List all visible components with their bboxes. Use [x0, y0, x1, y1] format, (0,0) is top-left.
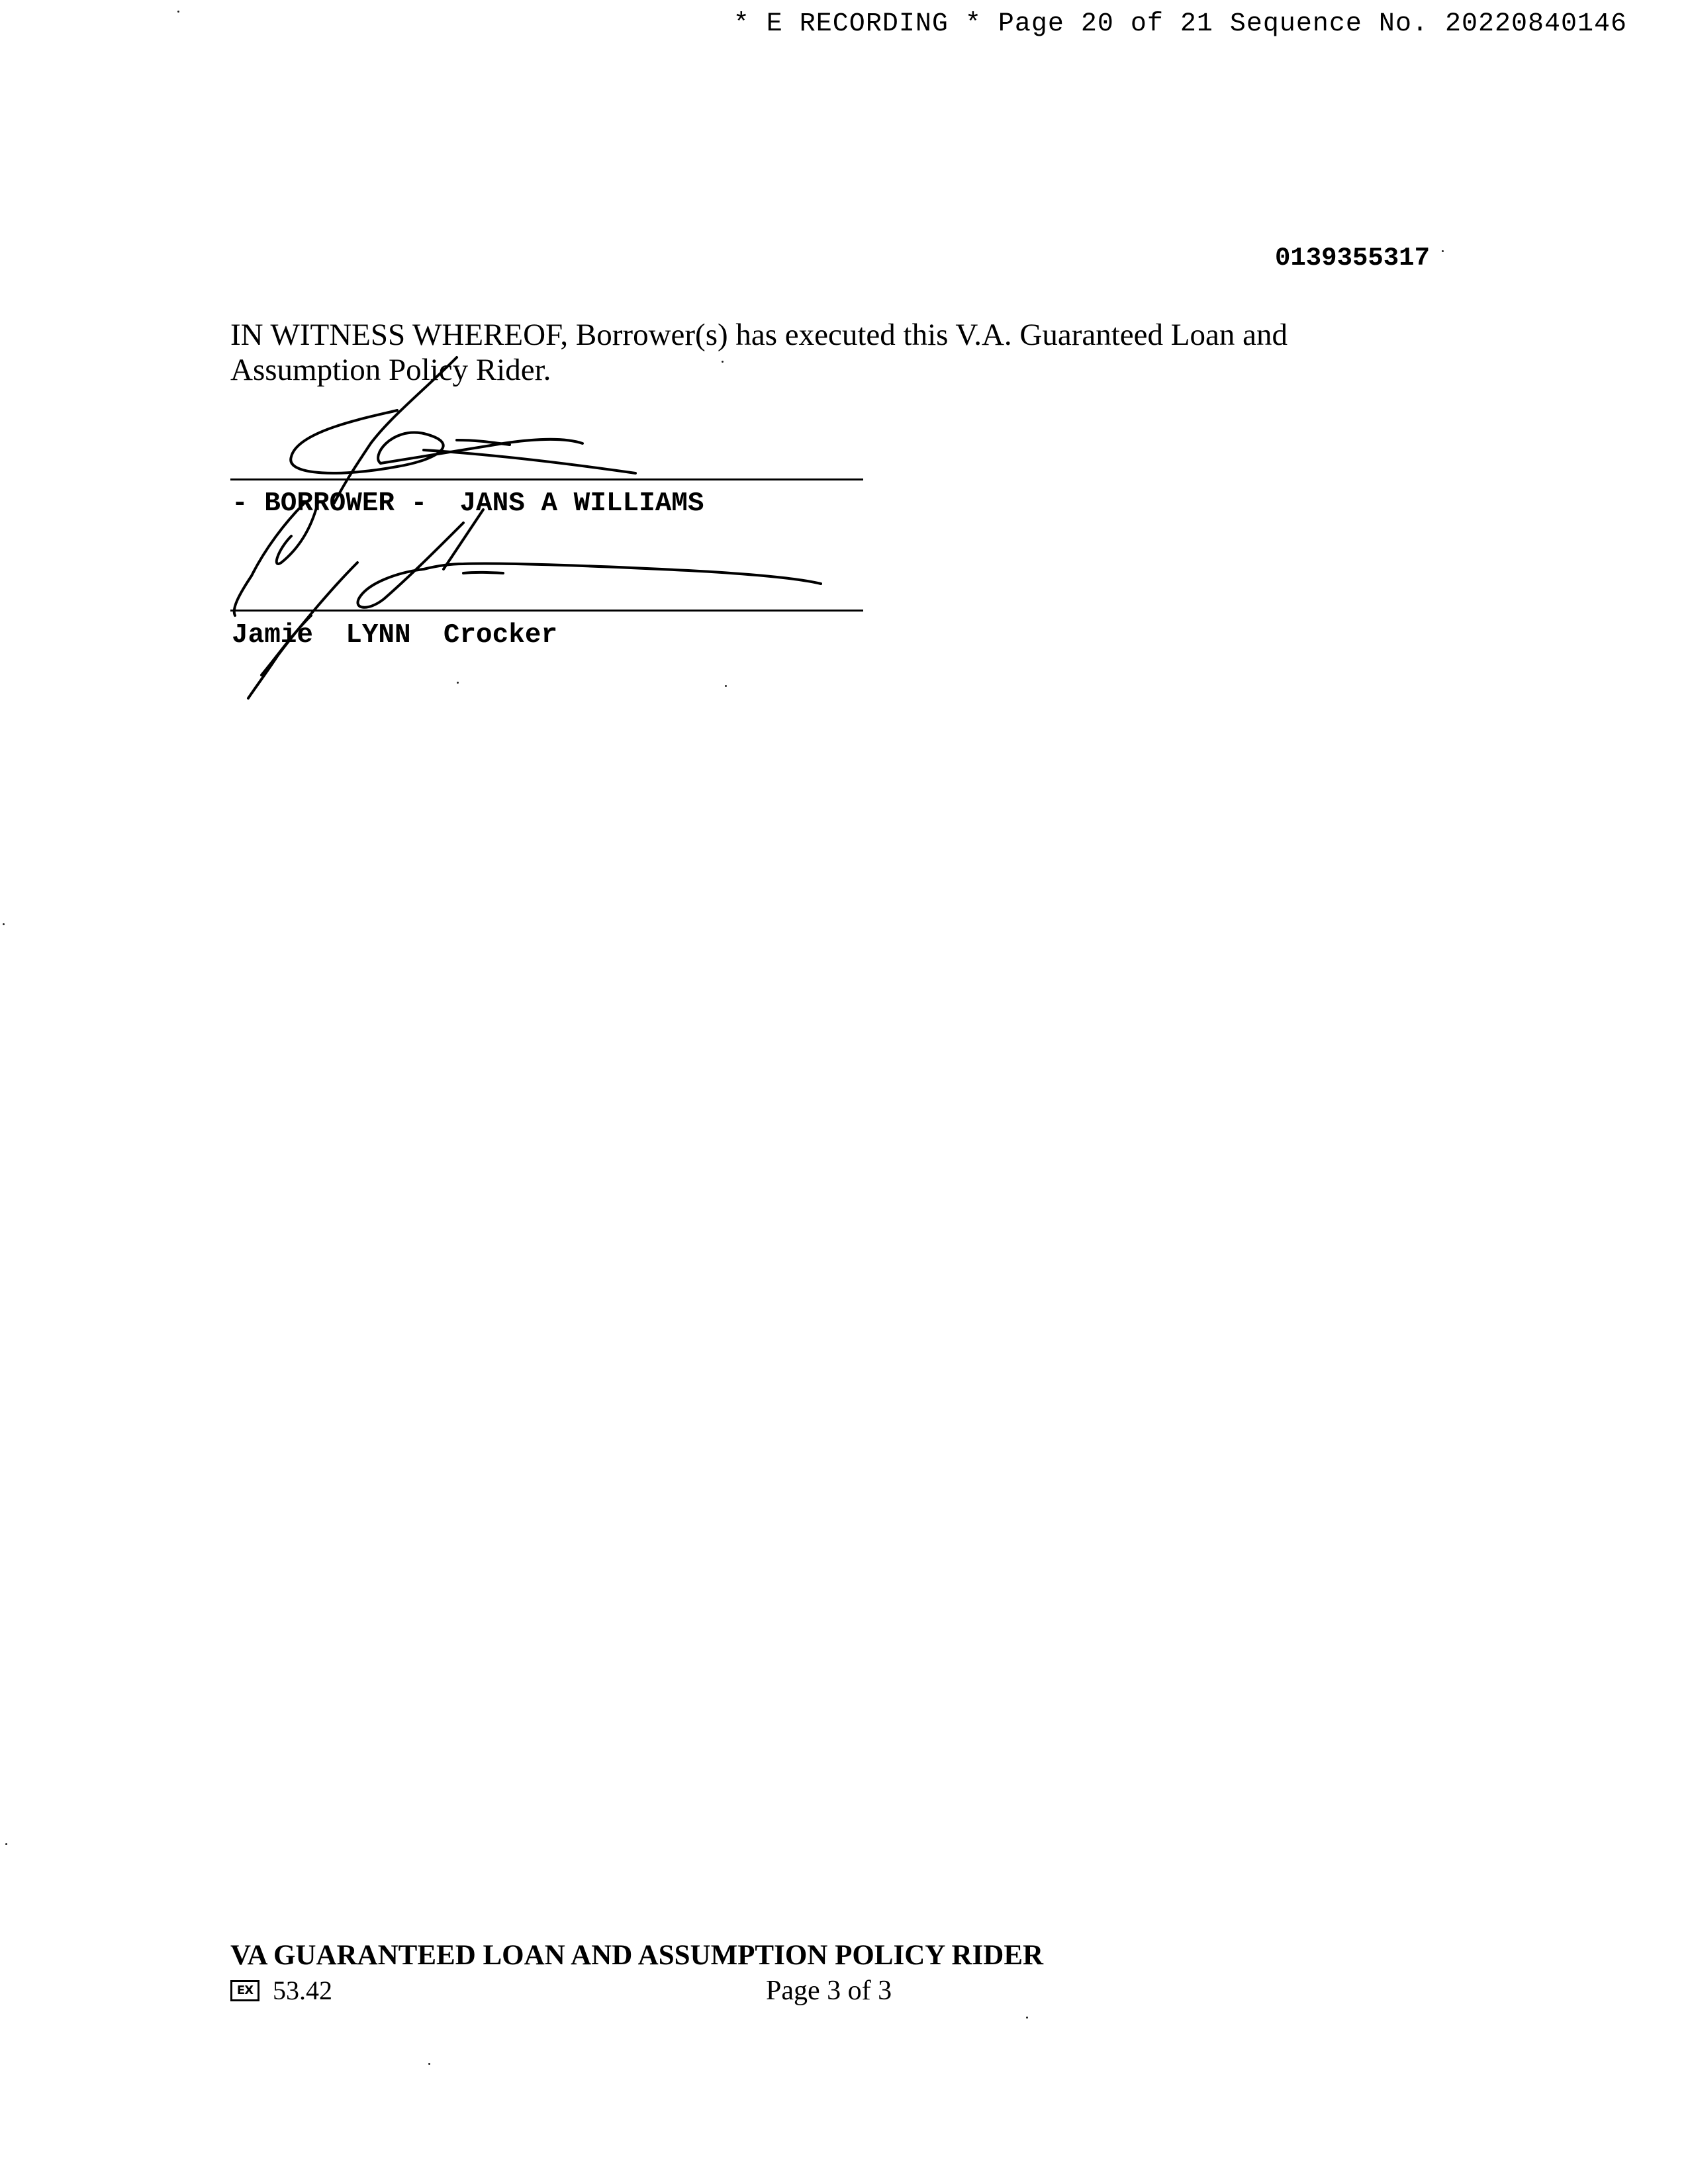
scan-speck	[177, 11, 179, 13]
scan-speck	[725, 685, 727, 687]
scan-speck	[5, 1843, 7, 1845]
signer-name-label: - BORROWER - JANS A WILLIAMS	[232, 488, 704, 519]
witness-clause: IN WITNESS WHEREOF, Borrower(s) has executed this V.A. Guaranteed Loan and Assumption Policy Rider.	[230, 318, 1288, 387]
scan-speck	[428, 2063, 430, 2065]
scan-speck	[722, 361, 724, 363]
scan-speck	[457, 682, 459, 684]
form-number: 53.42	[273, 1976, 332, 2005]
loan-number: 0139355317	[1274, 244, 1430, 273]
signature-line	[230, 478, 863, 480]
page-number: Page 3 of 3	[766, 1976, 892, 2006]
scan-speck	[1442, 250, 1444, 252]
scan-speck	[3, 923, 5, 925]
scan-speck	[1026, 2017, 1028, 2019]
signature-line	[230, 610, 863, 612]
form-identifier	[230, 1975, 332, 2006]
ellie-mae-form-icon: EX	[230, 1980, 259, 2001]
recording-header: * E RECORDING * Page 20 of 21 Sequence No. 20220840146	[733, 9, 1627, 39]
form-title: VA GUARANTEED LOAN AND ASSUMPTION POLICY RIDER	[230, 1940, 1044, 1971]
signer-name-label: Jamie LYNN Crocker	[232, 620, 558, 651]
